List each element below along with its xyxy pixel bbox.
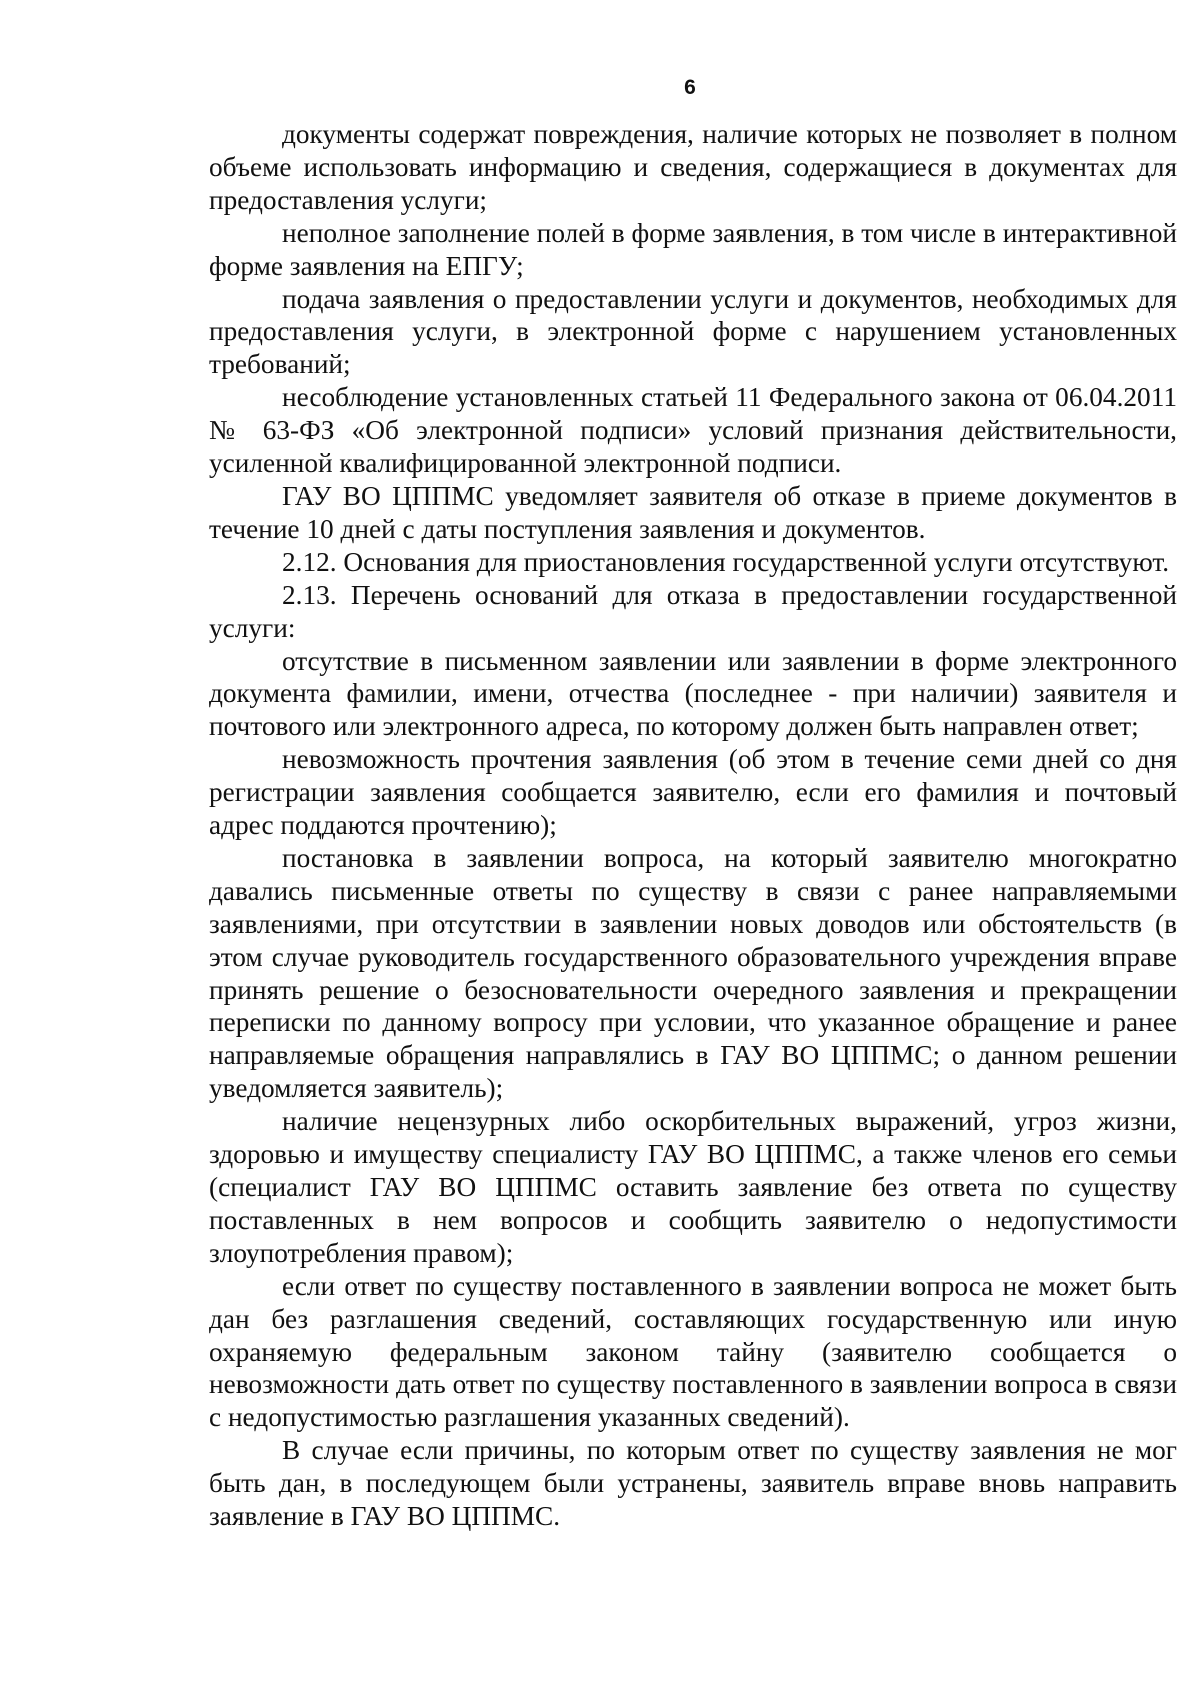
paragraph-electronic-submission: подача заявления о предоставлении услуги и документов, необходимых для предоставления услуги, в электронной форме с нарушением установленных требований; xyxy=(209,283,1177,380)
paragraph-signature-noncompliance: несоблюдение установленных статьей 11 Федерального закона от 06.04.2011 № 63-ФЗ «Об электронной подписи» условий признания действительности, усиленной квалифицированной электронной подписи. xyxy=(209,382,1177,479)
paragraph-reapplication: В случае если причины, по которым ответ по существу заявления не мог быть дан, в последующем были устранены, заявитель вправе вновь направить заявление в ГАУ ВО ЦППМС. xyxy=(209,1435,1177,1532)
paragraph-section-2-13: 2.13. Перечень оснований для отказа в предоставлении государственной услуги: xyxy=(209,579,1177,643)
page-number: 6 xyxy=(684,76,696,99)
paragraph-incomplete-form: неполное заполнение полей в форме заявления, в том числе в интерактивной форме заявления на ЕПГУ; xyxy=(209,217,1177,281)
paragraph-section-2-12: 2.12. Основания для приостановления государственной услуги отсутствуют. xyxy=(282,546,1170,577)
paragraph-missing-applicant-data: отсутствие в письменном заявлении или заявлении в форме электронного документа фамилии, имени, отчества (последнее - при наличии) заявителя и почтового или электронного адреса, по которому должен быть направлен ответ; xyxy=(209,645,1177,742)
paragraph-secret-information: если ответ по существу поставленного в заявлении вопроса не может быть дан без разглашения сведений, составляющих государственную или иную охраняемую федеральным законом тайну (заявителю сообщается о невозможности дать ответ по существу поставленного в заявлении вопроса в связи с недопустимостью разглашения указанных сведений). xyxy=(209,1270,1177,1433)
paragraph-repeated-question: постановка в заявлении вопроса, на который заявителю многократно давались письменные ответы по существу в связи с ранее направляемыми заявлениями, при отсутствии в заявлении новых доводов или обстоятельств (в этом случае руководитель государственного образовательного учреждения вправе принять решение о безосновательности очередного заявления и прекращении переписки по данному вопросу при условии, что указанное обращение и ранее направляемые обращения направлялись в ГАУ ВО ЦППМС; о данном решении уведомляется заявитель); xyxy=(209,842,1177,1104)
paragraph-damaged-documents: документы содержат повреждения, наличие которых не позволяет в полном объеме использовать информацию и сведения, содержащиеся в документах для предоставления услуги; xyxy=(209,119,1177,215)
paragraph-refusal-notice: ГАУ ВО ЦППМС уведомляет заявителя об отказе в приеме документов в течение 10 дней с даты поступления заявления и документов. xyxy=(209,480,1177,544)
paragraph-offensive-language: наличие нецензурных либо оскорбительных выражений, угроз жизни, здоровью и имуществу специалисту ГАУ ВО ЦППМС, а также членов его семьи (специалист ГАУ ВО ЦППМС оставить заявление без ответа по существу поставленных в нем вопросов и сообщить заявителю о недопустимости злоупотребления правом); xyxy=(209,1106,1177,1268)
document-body xyxy=(209,118,1177,1533)
paragraph-unreadable-application: невозможность прочтения заявления (об этом в течение семи дней со дня регистрации заявления сообщается заявителю, если его фамилия и почтовый адрес поддаются прочтению); xyxy=(209,744,1177,841)
